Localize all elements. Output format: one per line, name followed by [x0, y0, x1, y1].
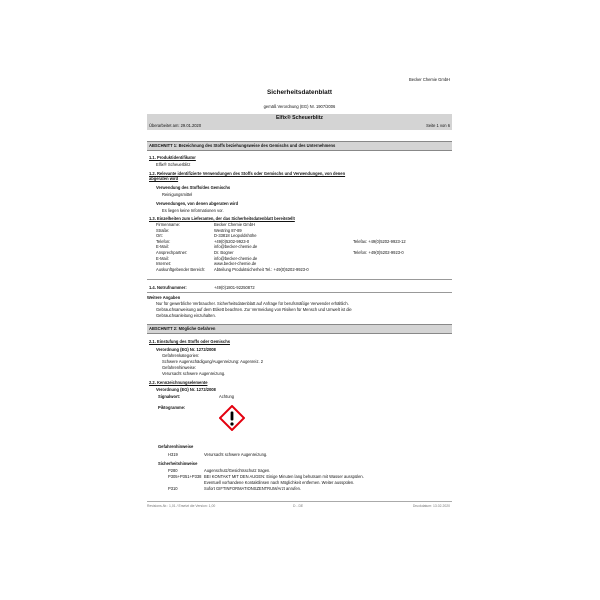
sds-page: Becker Chemie GmbH Sicherheitsdatenblatt gemäß Verordnung (EG) Nr. 1907/2006 Elfix® Scheuerblitz Überarbeitet am: 29.01.2020 Seite 1 von 6 ABSCHNITT 1: Bezeichnung des Stoffs beziehungsweise des Gemischs und des Unternehmens 1.1. Produktidentifikator Elfix® Scheuerblitz 1.2. Relevante identifizierte Verwendungen des Stoffs oder Gemischs und Verwendungen, von denen abgeraten wird Verwendung des Stoffs/des Gemischs Reinigungsmittel Verwendungen, von denen abgeraten wird Es liegen keine Informationen vor. 1.3. Einzelheiten zum Lieferanten, der das Sicherheitsdatenblatt bereitstellt Firmenname: Becker Chemie GmbH Straße: Westring 87-89 Ort: D-33818 Leopoldshöhe Telefon: +49(0)5202-9923-0 Telefax: +49(0)5202-9923-12 E-Mail: info@becker-chemie.de Ansprechpartner: Dr. Bogner Telefon: +49(0)5202-9923-0 E-Mail: info@becker-chemie.de Internet: www.becker-chemie.de Auskunftgebender Bereich: Abteilung Produktsicherheit Tel.: +49(0)5202-9923-0 1.4. Notrufnummer: +49(0)1801-92250872 Weitere Angaben Nur für gewerbliche Verbraucher. Sicherheitsdatenblatt auf Anfrage für berufsmäßige Verwender erhältlich. Gebrauchsanweisung auf dem Etikett beachten. Zur Vermeidung von Risiken für Mensch und Umwelt ist die Gebrauchsanleitung einzuhalten. ABSCHNITT 2: Mögliche Gefahren 2.1. Einstufung des Stoffs oder Gemischs Verordnung (EG) Nr. 1272/2008 Gefahrenkategorien: Schwere Augenschädigung/Augenreizung: Augenreiz. 2 Gefahrenhinweise: Verursacht schwere Augenreizung. 2.2. Kennzeichnungselemente Verordnung (EG) Nr. 1272/2008 Signalwort: Achtung Piktogramme: Gefahrenhinweise H319 Verursacht schwere Augenreizung. Sicherheitshinweise P280 Augenschutz/Gesichtsschutz tragen. P305+P351+P338 BEI KONTAKT MIT DEN AUGEN: Einige Minuten lang behutsam mit Wasser ausspülen. Eventuell vorhandene Kontaktlinsen nach Möglichkeit entfernen. Weiter ausspülen. P310 Sofort GIFTINFORMATIONSZENTRUM/Arzt anrufen. Revisions-Nr.: 1,01 / Ersetzt die Version: 1,00 D - DE Druckdatum: 13.02.2020: [147, 78, 452, 521]
p310-text: Sofort GIFTINFORMATIONSZENTRUM/Arzt anrufen.: [204, 486, 302, 491]
footer-locale: D - DE: [293, 504, 304, 508]
footer-print-date: Druckdatum: 13.02.2020: [412, 504, 450, 508]
s14-value: +49(0)1801-92250872: [214, 285, 255, 290]
hint-label: Gefahrenhinweise:: [162, 365, 197, 370]
s11-value: Elfix® Scheuerblitz: [156, 162, 191, 167]
p280-code: P280: [168, 468, 178, 473]
hint-value: Verursacht schwere Augenreizung.: [162, 371, 226, 376]
s12-title-line2: abgeraten wird: [149, 176, 179, 181]
regulation-line: gemäß Verordnung (EG) Nr. 1907/2006: [263, 104, 336, 109]
product-header-bar: [147, 114, 452, 130]
reg-label-2: Verordnung (EG) Nr. 1272/2008: [156, 387, 216, 392]
h319-code: H319: [168, 452, 178, 457]
safety-title: Sicherheitshinweise: [158, 461, 198, 466]
further-line1: Nur für gewerbliche Verbraucher. Sicherheitsdatenblatt auf Anfrage für berufsmäßige Verwender erhältlich.: [156, 301, 349, 306]
section2-heading-bar: [147, 324, 452, 334]
divider: [147, 292, 452, 293]
document-title: Sicherheitsdatenblatt: [267, 89, 332, 96]
h319-text: Verursacht schwere Augenreizung.: [204, 452, 268, 457]
p280-text: Augenschutz/Gesichtsschutz tragen.: [204, 468, 271, 473]
further-line2: Gebrauchsanweisung auf dem Etikett beachten. Zur Vermeidung von Risiken für Mensch und Umwelt ist die: [156, 307, 352, 312]
use-label: Verwendung des Stoffs/des Gemischs: [156, 185, 231, 190]
footer-revision: Revisions-Nr.: 1,01 / Ersetzt die Version: 1,00: [147, 504, 216, 508]
product-name: Elfix® Scheuerblitz: [275, 115, 324, 121]
divider: [147, 279, 452, 280]
section1-heading: ABSCHNITT 1: Bezeichnung des Stoffs beziehungsweise des Gemischs und des Unternehmens: [149, 142, 336, 148]
revised-date: Überarbeitet am: 29.01.2020: [149, 123, 202, 128]
cat-value: Schwere Augenschädigung/Augenreizung: Augenreiz. 2: [162, 359, 264, 364]
s14-title: 1.4. Notrufnummer:: [149, 285, 187, 290]
use-value: Reinigungsmittel: [162, 192, 193, 197]
cat-label: Gefahrenkategorien:: [162, 353, 200, 358]
s22-title: 2.2. Kennzeichnungselemente: [149, 380, 208, 385]
further-line3: Gebrauchsanleitung einzuhalten.: [156, 313, 216, 318]
section2-heading: ABSCHNITT 2: Mögliche Gefahren: [149, 325, 216, 331]
section1-heading-bar: [147, 141, 452, 151]
further-title: Weitere Angaben: [147, 295, 181, 300]
advised-label: Verwendungen, von denen abgeraten wird: [156, 201, 239, 206]
s12-title-line1: 1.2. Relevante identifizierte Verwendungen des Stoffs oder Gemischs und Verwendungen, von denen: [149, 171, 346, 176]
signal-label: Signalwort:: [158, 394, 181, 399]
hazard-title: Gefahrenhinweise: [158, 444, 194, 449]
ghs07-exclamation-icon: [219, 405, 245, 431]
pictogram-label: Piktogramme:: [158, 405, 186, 410]
p305-line2: Eventuell vorhandene Kontaktlinsen nach Möglichkeit entfernen. Weiter ausspülen.: [204, 480, 355, 485]
reg-label: Verordnung (EG) Nr. 1272/2008: [156, 347, 216, 352]
s13-title: 1.3. Einzelheiten zum Lieferanten, der das Sicherheitsdatenblatt bereitstellt: [149, 216, 295, 221]
p305-code: P305+P351+P338: [168, 474, 202, 479]
s21-title: 2.1. Einstufung des Stoffs oder Gemischs: [149, 339, 230, 344]
company-name: Becker Chemie GmbH: [409, 77, 450, 82]
page-number: Seite 1 von 6: [426, 123, 450, 128]
p310-code: P310: [168, 486, 178, 491]
s11-title: 1.1. Produktidentifikator: [149, 155, 196, 160]
advised-value: Es liegen keine Informationen vor.: [162, 208, 224, 213]
p305-line1: BEI KONTAKT MIT DEN AUGEN: Einige Minuten lang behutsam mit Wasser ausspülen.: [204, 474, 364, 479]
footer-divider: [147, 501, 452, 502]
signal-value: Achtung: [219, 394, 235, 399]
